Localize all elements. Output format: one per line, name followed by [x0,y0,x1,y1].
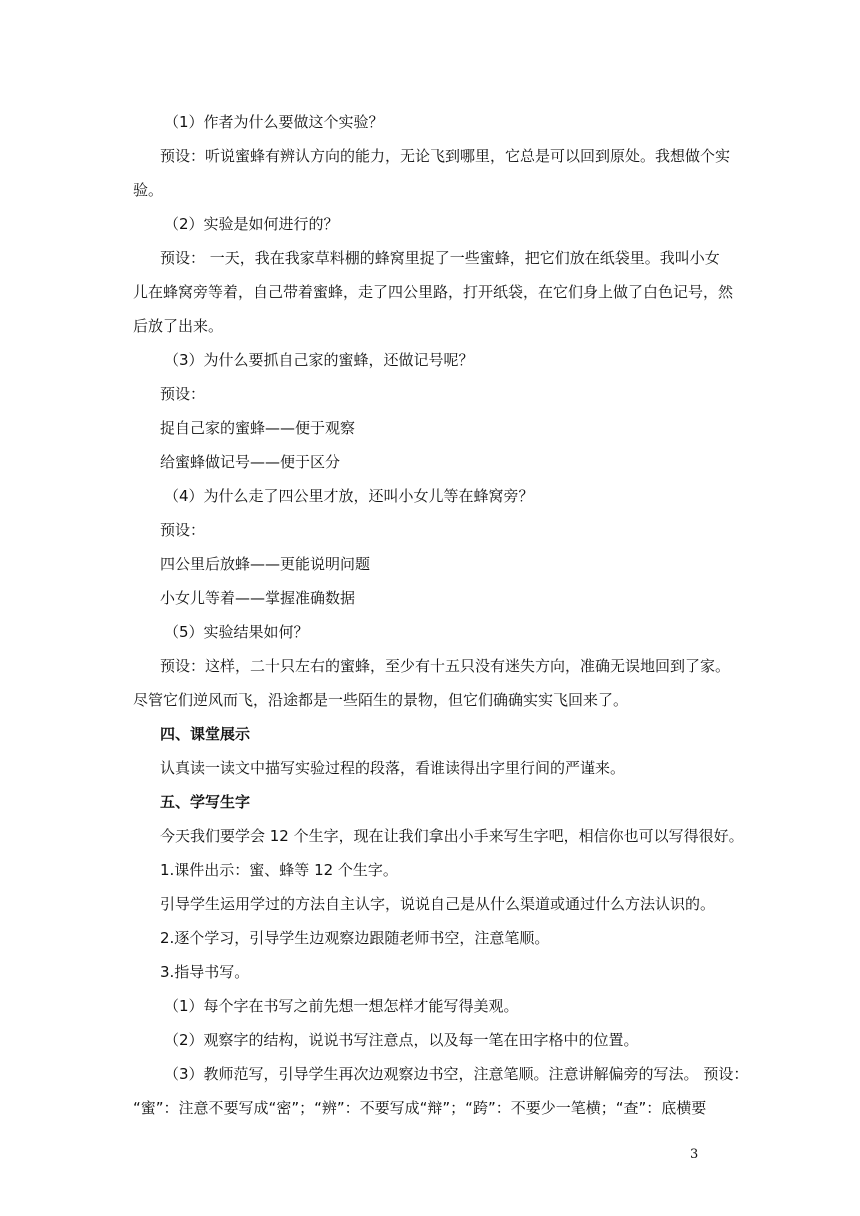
answer-2-line-1: 预设： 一天，我在我家草料棚的蜂窝里捉了一些蜜蜂，把它们放在纸袋里。我叫小女 [160,249,720,267]
step-3-item-3: （3）教师范写，引导学生再次边观察边书空，注意笔顺。注意讲解偏旁的写法。 预设： [164,1065,749,1083]
preset-label-3: 预设： [160,385,206,403]
answer-4-line-2: 小女儿等着——掌握准确数据 [160,589,356,607]
step-3-item-2: （2）观察字的结构，说说书写注意点，以及每一笔在田字格中的位置。 [164,1031,639,1049]
answer-3-line-1: 捉自己家的蜜蜂——便于观察 [160,419,356,437]
section-heading-4: 四、课堂展示 [160,725,251,743]
answer-1-line-1: 预设：听说蜜蜂有辨认方向的能力，无论飞到哪里，它总是可以回到原处。我想做个实 [160,147,731,165]
answer-5-line-1: 预设：这样，二十只左右的蜜蜂，至少有十五只没有迷失方向，准确无误地回到了家。 [160,657,731,675]
question-2: （2）实验是如何进行的？ [164,215,339,233]
answer-2-line-3: 后放了出来。 [133,317,224,335]
question-5: （5）实验结果如何？ [164,623,309,641]
step-3: 3.指导书写。 [160,963,250,981]
page-number: 3 [690,1147,699,1162]
section-4-text: 认真读一读文中描写实验过程的段落，看谁读得出字里行间的严谨来。 [160,759,626,777]
section-5-intro: 今天我们要学会 12 个生字，现在让我们拿出小手来写生字吧，相信你也可以写得很好。 [160,827,744,845]
step-1-detail: 引导学生运用学过的方法自主认字，说说自己是从什么渠道或通过什么方法认识的。 [160,895,716,913]
question-4: （4）为什么走了四公里才放，还叫小女儿等在蜂窝旁？ [164,487,534,505]
step-1: 1.课件出示：蜜、蜂等 12 个生字。 [160,861,398,879]
answer-4-line-1: 四公里后放蜂——更能说明问题 [160,555,371,573]
question-3: （3）为什么要抓自己家的蜜蜂，还做记号呢？ [164,351,474,369]
question-1: （1）作者为什么要做这个实验？ [164,113,384,131]
step-3-item-1: （1）每个字在书写之前先想一想怎样才能写得美观。 [164,997,519,1015]
step-2: 2.逐个学习，引导学生边观察边跟随老师书空，注意笔顺。 [160,929,550,947]
preset-label-4: 预设： [160,521,206,539]
answer-1-line-2: 验。 [133,181,164,199]
answer-2-line-2: 儿在蜂窝旁等着，自己带着蜜蜂，走了四公里路，打开纸袋，在它们身上做了白色记号，然 [133,283,734,301]
step-3-item-3-continued: “蜜”：注意不要写成“密”；“辨”：不要写成“辩”；“跨”：不要少一笔横；“查”：底横要 [133,1099,707,1117]
section-heading-5: 五、学写生字 [160,793,251,811]
answer-5-line-2: 尽管它们逆风而飞，沿途都是一些陌生的景物，但它们确确实实飞回来了。 [133,691,629,709]
answer-3-line-2: 给蜜蜂做记号——便于区分 [160,453,341,471]
